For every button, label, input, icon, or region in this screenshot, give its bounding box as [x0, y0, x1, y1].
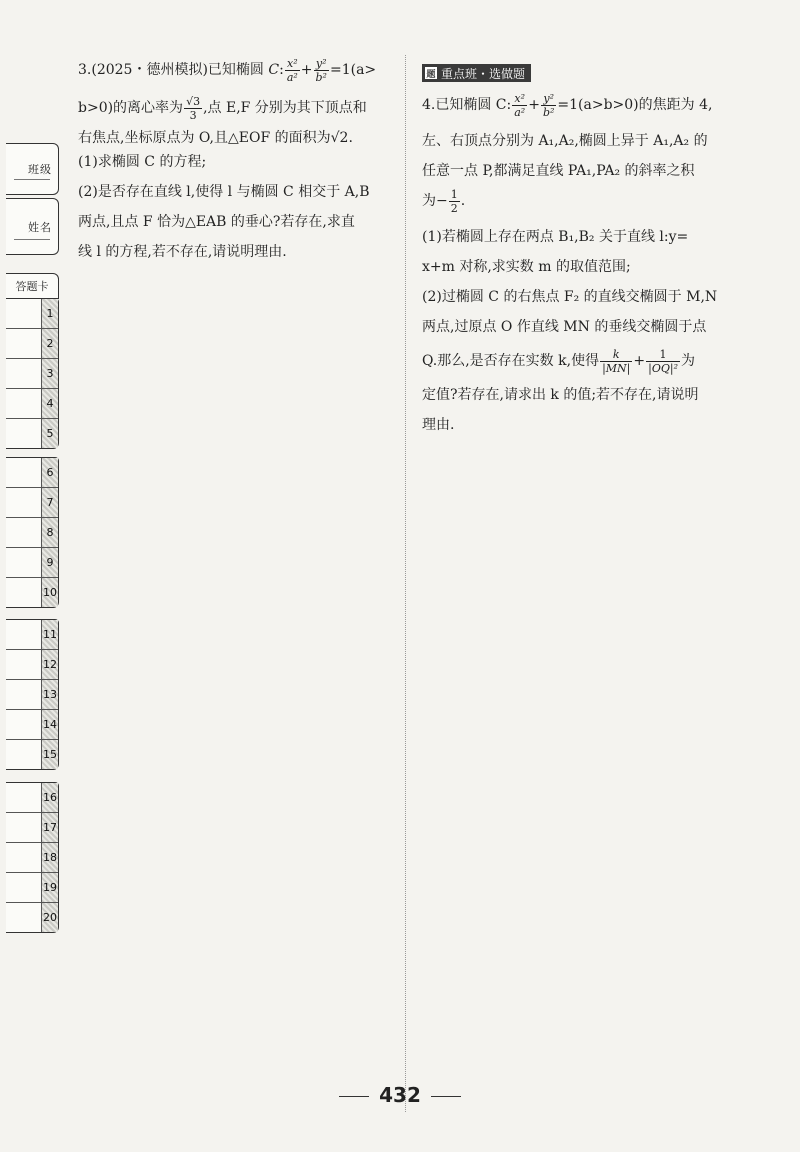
q3-colon: :	[279, 62, 284, 78]
answer-number: 2	[41, 329, 58, 358]
answer-number: 9	[41, 548, 58, 577]
frac-den: a²	[514, 105, 526, 119]
fraction-eccentricity	[184, 95, 202, 122]
answer-cell[interactable]	[6, 299, 58, 329]
answer-number: 12	[41, 650, 58, 679]
answer-cell[interactable]	[6, 518, 58, 548]
answer-cell[interactable]	[6, 329, 58, 359]
frac-den: b²	[542, 105, 555, 119]
frac-den: b²	[315, 70, 327, 84]
fraction-k-mn	[600, 348, 632, 375]
answer-number: 18	[41, 843, 58, 872]
frac-num: 1	[646, 348, 680, 362]
answer-number: 14	[41, 710, 58, 739]
answer-cell[interactable]	[6, 359, 58, 389]
frac-num: x²	[285, 57, 300, 71]
class-label: 班级	[28, 163, 52, 176]
section-tag-text: 重点班・选做题	[441, 66, 526, 81]
answer-number: 8	[41, 518, 58, 547]
q4-l3-head: Q.那么,是否存在实数 k,使得	[422, 353, 600, 369]
answer-number: 11	[41, 620, 58, 649]
answer-number: 6	[41, 458, 58, 487]
answer-number: 5	[41, 419, 58, 448]
answer-number: 15	[41, 740, 58, 769]
question-3	[78, 55, 396, 267]
q3-part-2-line-2: 两点,且点 F 恰为△EAB 的垂心?若存在,求直	[78, 214, 355, 230]
answer-cell[interactable]	[6, 620, 58, 650]
answer-card-header: 答题卡	[6, 273, 59, 299]
answer-cell[interactable]	[6, 710, 58, 740]
q3-C: C	[268, 62, 280, 78]
column-divider	[405, 55, 406, 1112]
answer-number: 13	[41, 680, 58, 709]
answer-cell[interactable]	[6, 389, 58, 419]
question-4	[422, 90, 760, 440]
section-tag	[422, 64, 531, 82]
footer-dash-left	[339, 1096, 369, 1097]
answer-number: 19	[41, 873, 58, 902]
section-tag-icon: 题	[425, 67, 437, 79]
answer-cell[interactable]	[6, 488, 58, 518]
answer-number: 3	[41, 359, 58, 388]
class-field-tab[interactable]	[6, 143, 59, 195]
page-number: 432	[379, 1083, 421, 1107]
frac-den: |OQ|²	[648, 361, 678, 375]
q4-part-2-line-5: 理由.	[422, 417, 455, 433]
answer-cell[interactable]	[6, 903, 58, 932]
fraction-x2-a2	[512, 92, 527, 119]
fraction-x2-a2	[285, 57, 300, 84]
q4-line-2: 左、右顶点分别为 A₁,A₂,椭圆上异于 A₁,A₂ 的	[422, 133, 708, 149]
answer-number: 1	[41, 299, 58, 328]
q3-l2-tail: ,点 E,F 分别为其下顶点和	[203, 100, 367, 116]
q3-line-2	[78, 93, 396, 123]
q4-line-3: 任意一点 P,都满足直线 PA₁,PA₂ 的斜率之积	[422, 163, 695, 179]
name-label: 姓名	[28, 220, 52, 234]
frac-num: y²	[314, 57, 329, 71]
answer-number: 4	[41, 389, 58, 418]
q4-l4-head: 为−	[422, 193, 448, 209]
answer-cell[interactable]	[6, 783, 58, 813]
answer-number: 17	[41, 813, 58, 842]
q4-l4-tail: .	[460, 193, 466, 209]
answer-number: 7	[41, 488, 58, 517]
answer-group-1	[6, 298, 59, 449]
answer-cell[interactable]	[6, 843, 58, 873]
frac-den: 3	[189, 108, 197, 122]
q3-part-2-line-1: (2)是否存在直线 l,使得 l 与椭圆 C 相交于 A,B	[78, 184, 370, 200]
q3-eq-tail: =1(a>	[329, 62, 377, 78]
frac-num: x²	[512, 92, 527, 106]
frac-num: √3	[186, 94, 201, 108]
q4-l1-tail: =1(a>b>0)的焦距为 4,	[557, 97, 713, 113]
fraction-1-oq	[646, 348, 680, 375]
answer-cell[interactable]	[6, 813, 58, 843]
fraction-y2-b2	[541, 92, 556, 119]
q3-prefix: 3.(2025・德州模拟)已知椭圆	[78, 62, 269, 78]
answer-cell[interactable]	[6, 458, 58, 488]
answer-cell[interactable]	[6, 548, 58, 578]
name-field-tab[interactable]	[6, 198, 59, 255]
class-underline	[14, 179, 50, 180]
footer-dash-right	[431, 1096, 461, 1097]
frac-den: a²	[286, 70, 298, 84]
q4-line-1: 4.已知椭圆 C: $\frac{\text{x²}}{\text{a²}}$ + $\frac{\text{y²}}{\text{b²}}$ =1(a>b>0)的焦距为 4,	[422, 91, 713, 119]
answer-cell[interactable]	[6, 873, 58, 903]
q3-l2-head: b>0)的离心率为	[78, 100, 184, 116]
frac-num: y²	[541, 92, 556, 106]
q4-prefix: 4.已知椭圆 C:	[422, 97, 512, 113]
q4-part-1-line-1: (1)若椭圆上存在两点 B₁,B₂ 关于直线 l:y=	[422, 229, 689, 245]
answer-number: 10	[41, 578, 58, 607]
plus-sign: +	[633, 353, 646, 369]
q4-l3-tail: 为	[680, 353, 695, 369]
frac-den: |MN|	[602, 361, 631, 375]
q4-part-2-line-4: 定值?若存在,请求出 k 的值;若不存在,请说明	[422, 387, 699, 403]
q3-line-3: 右焦点,坐标原点为 O,且△EOF 的面积为√2.	[78, 130, 353, 146]
answer-cell[interactable]	[6, 740, 58, 769]
answer-number: 20	[41, 903, 58, 932]
q4-part-2-line-3	[422, 346, 760, 376]
answer-cell[interactable]	[6, 419, 58, 448]
q3-part-1: (1)求椭圆 C 的方程;	[78, 154, 207, 170]
answer-group-3	[6, 619, 59, 770]
q4-part-2-line-2: 两点,过原点 O 作直线 MN 的垂线交椭圆于点	[422, 319, 707, 335]
answer-cell[interactable]	[6, 578, 58, 607]
fraction-y2-b2	[314, 57, 329, 84]
frac-num: 1	[450, 187, 458, 201]
q3-line-1: 3.(2025・德州模拟)已知椭圆 C: $\frac{\text{x²}}{\text{a²}}$ + $\frac{\text{y²}}{\text{b²}}$ =1(a>	[78, 56, 377, 84]
answer-group-2	[6, 457, 59, 608]
q4-part-2-line-1: (2)过椭圆 C 的右焦点 F₂ 的直线交椭圆于 M,N	[422, 289, 718, 305]
q4-part-1-line-2: x+m 对称,求实数 m 的取值范围;	[422, 259, 631, 275]
answer-cell[interactable]	[6, 680, 58, 710]
fraction-half	[449, 188, 460, 215]
answer-group-4	[6, 782, 59, 933]
name-underline	[14, 239, 50, 240]
q3-part-2-line-3: 线 l 的方程,若不存在,请说明理由.	[78, 244, 287, 260]
page-footer	[0, 1083, 800, 1107]
answer-number: 16	[41, 783, 58, 812]
answer-cell[interactable]	[6, 650, 58, 680]
q4-line-4	[422, 186, 760, 216]
frac-den: 2	[450, 201, 458, 215]
frac-num: k	[600, 348, 632, 362]
